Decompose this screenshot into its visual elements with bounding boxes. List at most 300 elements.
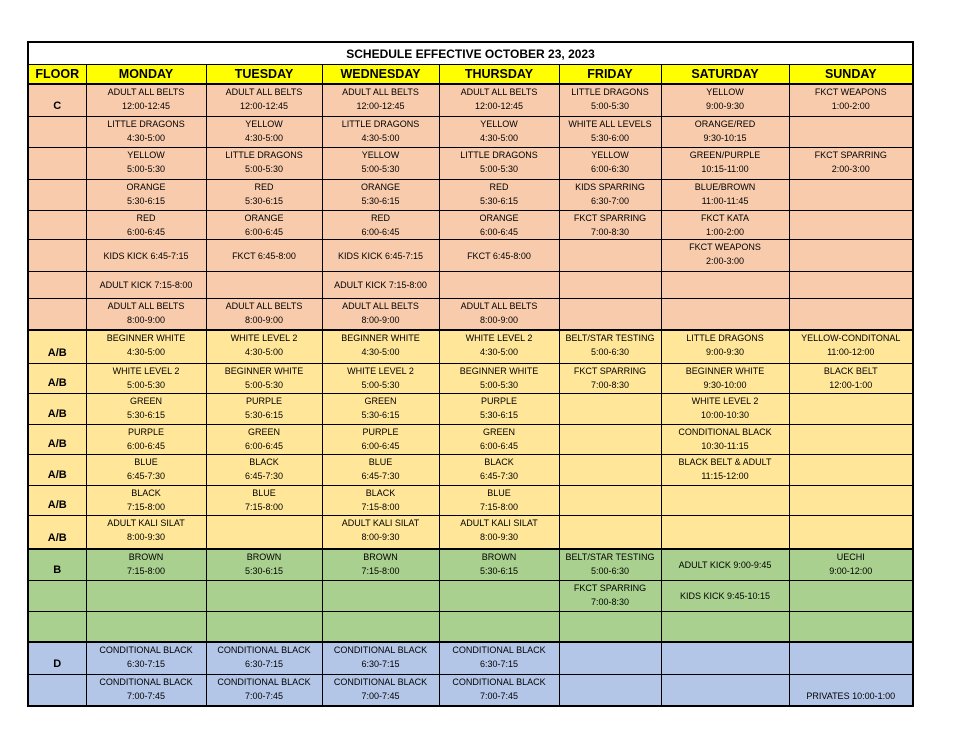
class-time: 2:00-3:00 xyxy=(705,256,745,267)
floor-label: D xyxy=(28,642,86,674)
class-cell xyxy=(439,84,559,116)
class-cell xyxy=(559,424,661,454)
class-time: 7:00-8:30 xyxy=(590,380,630,390)
class-name: FKCT SPARRING xyxy=(814,150,887,161)
class-cell xyxy=(789,211,913,240)
class-name: ORANGE/RED xyxy=(694,118,756,129)
class-cell xyxy=(206,485,322,515)
class-time: 7:00-8:30 xyxy=(590,596,630,607)
class-name: BLUE/BROWN xyxy=(694,181,756,192)
class-cell xyxy=(322,455,439,485)
class-time: 5:30-6:15 xyxy=(479,195,519,206)
class-name: WHITE LEVEL 2 xyxy=(112,366,180,376)
schedule-row xyxy=(28,455,913,485)
class-name: BLUE xyxy=(252,487,276,498)
class-cell xyxy=(206,211,322,240)
schedule-row xyxy=(28,580,913,611)
class-cell xyxy=(661,240,789,271)
class-name: BLACK xyxy=(131,487,161,498)
class-name: ADULT ALL BELTS xyxy=(225,87,303,97)
class-cell xyxy=(789,394,913,424)
class-time: 12:00-12:45 xyxy=(356,101,405,111)
class-name: ORANGE xyxy=(479,213,519,224)
class-time: 6:00-6:45 xyxy=(361,440,400,451)
class-time: 6:00-6:30 xyxy=(590,164,630,175)
class-time: 9:30-10:15 xyxy=(703,132,747,143)
class-time: 11:00-12:00 xyxy=(827,347,875,358)
class-time: KIDS KICK 6:45-7:15 xyxy=(337,250,424,261)
class-time: 6:00-6:45 xyxy=(244,440,284,451)
class-time: 1:00-2:00 xyxy=(705,227,745,238)
class-time: 5:30-6:15 xyxy=(126,195,166,206)
class-cell xyxy=(789,179,913,210)
floor-label: A/B xyxy=(28,455,86,485)
class-cell xyxy=(789,148,913,179)
class-time: 6:00-6:45 xyxy=(479,440,519,451)
class-cell xyxy=(86,424,206,454)
class-time: 5:00-5:30 xyxy=(126,164,166,175)
floor-label xyxy=(28,612,86,642)
floor-label: A/B xyxy=(28,364,86,394)
schedule-body xyxy=(28,84,913,706)
class-time: 6:00-6:45 xyxy=(244,227,284,238)
class-time: 5:00-5:30 xyxy=(361,164,400,175)
class-cell xyxy=(661,485,789,515)
class-name: LITTLE DRAGONS xyxy=(107,118,185,129)
class-cell xyxy=(86,455,206,485)
class-name: WHITE LEVEL 2 xyxy=(230,333,298,344)
class-cell xyxy=(439,116,559,147)
class-name: YELLOW xyxy=(127,150,165,161)
class-cell xyxy=(439,642,559,674)
class-name: ORANGE xyxy=(360,181,400,192)
floor-label: A/B xyxy=(28,515,86,548)
class-cell xyxy=(661,364,789,394)
class-cell xyxy=(559,549,661,580)
class-cell xyxy=(86,674,206,706)
class-cell xyxy=(789,612,913,642)
class-time: 5:30-6:15 xyxy=(361,195,400,206)
class-time: 8:00-9:30 xyxy=(126,531,166,542)
floor-label: A/B xyxy=(28,330,86,363)
class-name: LITTLE DRAGONS xyxy=(571,87,649,97)
class-time: 4:30-5:00 xyxy=(126,347,166,358)
class-time: 5:00-5:30 xyxy=(244,380,284,390)
class-time: 7:00-7:45 xyxy=(126,690,166,701)
class-time: 8:00-9:30 xyxy=(361,531,400,542)
class-cell xyxy=(789,455,913,485)
header-monday: MONDAY xyxy=(86,65,206,85)
class-time: ADULT KICK 7:15-8:00 xyxy=(99,280,193,291)
class-name: BELT/STAR TESTING xyxy=(565,551,655,562)
class-cell xyxy=(559,211,661,240)
class-time: ADULT KICK 7:15-8:00 xyxy=(334,280,427,291)
class-time: ADULT KICK 9:00-9:45 xyxy=(678,559,772,570)
header-floor: FLOOR xyxy=(28,65,86,85)
floor-label xyxy=(28,211,86,240)
class-time: 12:00-12:45 xyxy=(121,101,171,111)
class-time: 12:00-12:45 xyxy=(474,101,524,111)
class-time: 5:30-6:15 xyxy=(361,410,400,421)
class-time: 1:00-2:00 xyxy=(831,101,870,111)
schedule-row xyxy=(28,642,913,674)
class-name: ADULT ALL BELTS xyxy=(460,87,538,97)
class-name: GREEN xyxy=(482,426,515,437)
class-time: 4:30-5:00 xyxy=(244,132,284,143)
class-name: ADULT ALL BELTS xyxy=(107,87,185,97)
class-cell xyxy=(439,179,559,210)
class-cell xyxy=(322,515,439,548)
class-time: 5:00-6:30 xyxy=(590,347,630,358)
class-cell xyxy=(559,240,661,271)
class-name: PURPLE xyxy=(480,396,517,407)
class-cell xyxy=(322,642,439,674)
class-time: 8:00-9:00 xyxy=(126,315,166,326)
class-time: 5:30-6:15 xyxy=(479,565,519,576)
class-cell xyxy=(439,485,559,515)
class-cell xyxy=(661,330,789,363)
class-cell xyxy=(86,612,206,642)
class-cell xyxy=(86,364,206,394)
class-name: RED xyxy=(489,181,509,192)
class-cell xyxy=(559,394,661,424)
class-name: BLACK xyxy=(484,457,514,468)
class-time: 5:30-6:15 xyxy=(244,195,284,206)
class-time: 9:00-9:30 xyxy=(705,347,745,358)
class-time: 11:00-11:45 xyxy=(701,195,749,206)
class-cell xyxy=(661,455,789,485)
class-name: BLUE xyxy=(368,457,393,468)
header-sunday: SUNDAY xyxy=(789,65,913,85)
class-time: 5:30-6:15 xyxy=(126,410,166,421)
class-name: YELLOW-CONDITONAL xyxy=(801,333,901,344)
class-time: 5:30-6:15 xyxy=(244,565,284,576)
class-time: 7:15-8:00 xyxy=(126,565,166,576)
class-cell xyxy=(559,179,661,210)
class-cell xyxy=(439,240,559,271)
header-friday: FRIDAY xyxy=(559,65,661,85)
class-name: WHITE LEVEL 2 xyxy=(465,333,533,344)
class-cell xyxy=(86,116,206,147)
class-name: BEGINNER WHITE xyxy=(459,366,539,376)
class-time: 9:30-10:00 xyxy=(703,380,747,390)
class-name: BROWN xyxy=(246,551,282,562)
class-name: ADULT KALI SILAT xyxy=(460,517,538,528)
class-time: 9:00-12:00 xyxy=(829,565,873,576)
class-time: 11:15-12:00 xyxy=(701,471,749,482)
schedule-row xyxy=(28,364,913,394)
class-time: 7:15-8:00 xyxy=(361,565,400,576)
class-cell xyxy=(86,580,206,611)
floor-label: A/B xyxy=(28,394,86,424)
class-name: BEGINNER WHITE xyxy=(685,366,765,376)
class-time: 8:00-9:00 xyxy=(244,315,284,326)
class-cell xyxy=(559,455,661,485)
class-time: FKCT 6:45-8:00 xyxy=(467,250,531,261)
class-cell xyxy=(86,179,206,210)
header-tuesday: TUESDAY xyxy=(206,65,322,85)
class-cell xyxy=(559,674,661,706)
class-cell xyxy=(789,424,913,454)
class-cell xyxy=(661,612,789,642)
class-name: BROWN xyxy=(128,551,164,562)
header-saturday: SATURDAY xyxy=(661,65,789,85)
class-name: BROWN xyxy=(481,551,517,562)
class-time: 6:00-6:45 xyxy=(361,227,400,238)
class-cell xyxy=(789,580,913,611)
class-cell xyxy=(661,271,789,298)
class-time: 5:00-5:30 xyxy=(479,164,519,175)
class-cell xyxy=(322,240,439,271)
class-time: 6:30-7:15 xyxy=(126,659,166,670)
class-name: ADULT ALL BELTS xyxy=(107,301,185,312)
class-cell xyxy=(439,211,559,240)
class-name: BELT/STAR TESTING xyxy=(565,333,655,344)
class-cell xyxy=(559,580,661,611)
class-cell xyxy=(206,179,322,210)
schedule-row xyxy=(28,211,913,240)
class-cell xyxy=(86,485,206,515)
class-cell xyxy=(789,642,913,674)
class-cell xyxy=(206,455,322,485)
floor-label: C xyxy=(28,84,86,116)
class-cell xyxy=(789,299,913,330)
class-time: 12:00-1:00 xyxy=(829,380,873,390)
class-cell xyxy=(322,394,439,424)
class-time: 4:30-5:00 xyxy=(479,347,519,358)
class-cell xyxy=(559,271,661,298)
schedule-row xyxy=(28,84,913,116)
class-time: KIDS KICK 6:45-7:15 xyxy=(103,250,189,261)
class-cell xyxy=(439,515,559,548)
class-name: LITTLE DRAGONS xyxy=(686,333,764,344)
class-cell xyxy=(789,485,913,515)
class-name: PURPLE xyxy=(245,396,282,407)
class-cell xyxy=(86,330,206,363)
class-cell xyxy=(206,424,322,454)
class-name: CONDITIONAL BLACK xyxy=(217,676,311,687)
class-time: 7:15-8:00 xyxy=(361,501,400,512)
class-name: WHITE LEVEL 2 xyxy=(691,396,759,407)
class-name: ADULT ALL BELTS xyxy=(342,87,419,97)
class-cell xyxy=(322,612,439,642)
class-cell xyxy=(206,364,322,394)
class-cell xyxy=(206,515,322,548)
class-name: LITTLE DRAGONS xyxy=(460,150,538,161)
class-cell xyxy=(559,299,661,330)
class-time: 7:15-8:00 xyxy=(126,501,166,512)
class-cell xyxy=(789,674,913,706)
class-name: CONDITIONAL BLACK xyxy=(333,676,428,687)
class-name: GREEN xyxy=(364,396,397,407)
schedule-row xyxy=(28,515,913,548)
class-time: FKCT 6:45-8:00 xyxy=(232,250,296,261)
schedule-row xyxy=(28,271,913,298)
class-cell xyxy=(86,271,206,298)
class-time: 5:00-5:30 xyxy=(590,101,630,111)
schedule-row xyxy=(28,674,913,706)
class-name: BLACK xyxy=(249,457,279,468)
class-name: WHITE LEVEL 2 xyxy=(347,366,414,376)
class-cell xyxy=(661,179,789,210)
floor-label xyxy=(28,299,86,330)
class-name: ADULT ALL BELTS xyxy=(460,301,538,312)
class-time: 7:15-8:00 xyxy=(244,501,284,512)
class-cell xyxy=(789,84,913,116)
class-name: BEGINNER WHITE xyxy=(341,333,420,344)
class-time: 6:30-7:15 xyxy=(244,659,284,670)
class-cell xyxy=(322,299,439,330)
class-cell xyxy=(559,364,661,394)
class-cell xyxy=(439,424,559,454)
class-time: 6:45-7:30 xyxy=(361,471,400,482)
class-cell xyxy=(206,84,322,116)
class-name: ORANGE xyxy=(126,181,166,192)
schedule-row xyxy=(28,394,913,424)
floor-label xyxy=(28,580,86,611)
class-cell xyxy=(661,424,789,454)
class-name: BLACK BELT & ADULT xyxy=(678,457,772,468)
class-name: YELLOW xyxy=(480,118,518,129)
class-time: 4:30-5:00 xyxy=(361,347,400,358)
class-name: RED xyxy=(370,213,390,224)
class-cell xyxy=(86,549,206,580)
floor-label xyxy=(28,179,86,210)
class-time: 5:30-6:15 xyxy=(244,410,284,421)
class-cell xyxy=(661,515,789,548)
class-time: 2:00-3:00 xyxy=(831,164,870,175)
class-cell xyxy=(86,299,206,330)
class-cell xyxy=(439,455,559,485)
class-name: BEGINNER WHITE xyxy=(106,333,186,344)
class-cell xyxy=(789,549,913,580)
class-cell xyxy=(206,116,322,147)
class-name: CONDITIONAL BLACK xyxy=(452,676,546,687)
class-name: WHITE ALL LEVELS xyxy=(568,118,652,129)
class-time: 8:00-9:30 xyxy=(479,531,519,542)
floor-label: A/B xyxy=(28,424,86,454)
class-cell xyxy=(661,549,789,580)
class-cell xyxy=(439,330,559,363)
class-name: GREEN xyxy=(247,426,280,437)
class-cell xyxy=(86,148,206,179)
class-time: 10:15-11:00 xyxy=(701,164,749,175)
class-name: RED xyxy=(254,181,274,192)
class-name: CONDITIONAL BLACK xyxy=(333,645,428,656)
class-cell xyxy=(789,515,913,548)
schedule-row xyxy=(28,116,913,147)
class-time: 7:00-7:45 xyxy=(479,690,519,701)
floor-label xyxy=(28,674,86,706)
schedule-row xyxy=(28,148,913,179)
class-cell xyxy=(322,364,439,394)
schedule-table xyxy=(27,41,914,707)
class-time: 5:00-5:30 xyxy=(126,380,166,390)
floor-label: B xyxy=(28,549,86,580)
class-time: 4:30-5:00 xyxy=(361,132,400,143)
class-cell xyxy=(789,271,913,298)
class-cell xyxy=(559,148,661,179)
class-name: GREEN/PURPLE xyxy=(689,150,761,161)
class-name: KIDS SPARRING xyxy=(575,181,645,192)
class-cell xyxy=(322,330,439,363)
floor-label xyxy=(28,116,86,147)
class-name: ADULT KALI SILAT xyxy=(107,517,185,528)
class-cell xyxy=(206,394,322,424)
class-time: 10:30-11:15 xyxy=(701,440,749,451)
class-cell xyxy=(206,612,322,642)
class-time: 6:30-7:15 xyxy=(479,659,519,670)
class-cell xyxy=(559,515,661,548)
class-time: 5:00-5:30 xyxy=(244,164,284,175)
class-cell xyxy=(661,394,789,424)
class-cell xyxy=(661,211,789,240)
class-time: 6:00-6:45 xyxy=(126,227,166,238)
class-name: YELLOW xyxy=(361,150,400,161)
class-name: BLUE xyxy=(134,457,158,468)
class-time: 5:30-6:15 xyxy=(479,410,519,421)
class-cell xyxy=(789,330,913,363)
class-time: 6:30-7:15 xyxy=(361,659,400,670)
class-cell xyxy=(661,84,789,116)
class-cell xyxy=(206,240,322,271)
class-name: LITTLE DRAGONS xyxy=(341,118,420,129)
class-name: YELLOW xyxy=(706,87,744,97)
class-name: PURPLE xyxy=(127,426,164,437)
class-cell xyxy=(559,612,661,642)
class-cell xyxy=(322,485,439,515)
floor-label xyxy=(28,148,86,179)
class-name: GREEN xyxy=(129,396,162,407)
class-cell xyxy=(322,211,439,240)
class-name: CONDITIONAL BLACK xyxy=(452,645,546,656)
class-name: LITTLE DRAGONS xyxy=(225,150,303,161)
class-name: CONDITIONAL BLACK xyxy=(99,676,193,687)
class-name: ADULT ALL BELTS xyxy=(342,301,419,312)
class-name: CONDITIONAL BLACK xyxy=(678,426,772,437)
class-name: ADULT ALL BELTS xyxy=(225,301,303,312)
class-cell xyxy=(206,642,322,674)
class-time: 6:45-7:30 xyxy=(479,471,519,482)
class-cell xyxy=(206,148,322,179)
class-time: 6:00-6:45 xyxy=(479,227,519,238)
class-cell xyxy=(661,299,789,330)
class-name: BLUE xyxy=(487,487,511,498)
class-cell xyxy=(661,580,789,611)
schedule-row xyxy=(28,179,913,210)
class-cell xyxy=(322,674,439,706)
class-name: UECHI xyxy=(836,551,865,562)
class-name: YELLOW xyxy=(245,118,283,129)
floor-label xyxy=(28,240,86,271)
class-cell xyxy=(86,642,206,674)
class-time: 5:30-6:00 xyxy=(590,132,630,143)
class-cell xyxy=(439,364,559,394)
schedule-row xyxy=(28,549,913,580)
class-time: 6:30-7:00 xyxy=(590,195,630,206)
class-cell xyxy=(86,394,206,424)
class-cell xyxy=(439,299,559,330)
class-name: RED xyxy=(136,213,156,224)
class-cell xyxy=(206,330,322,363)
class-name: FKCT SPARRING xyxy=(573,366,647,376)
class-time: 7:00-8:30 xyxy=(590,227,630,238)
schedule-row xyxy=(28,299,913,330)
class-name: FKCT SPARRING xyxy=(573,582,647,593)
class-name: BLACK BELT xyxy=(823,366,878,376)
class-time: PRIVATES 10:00-1:00 xyxy=(806,691,896,701)
schedule-title: SCHEDULE EFFECTIVE OCTOBER 23, 2023 xyxy=(28,42,913,65)
